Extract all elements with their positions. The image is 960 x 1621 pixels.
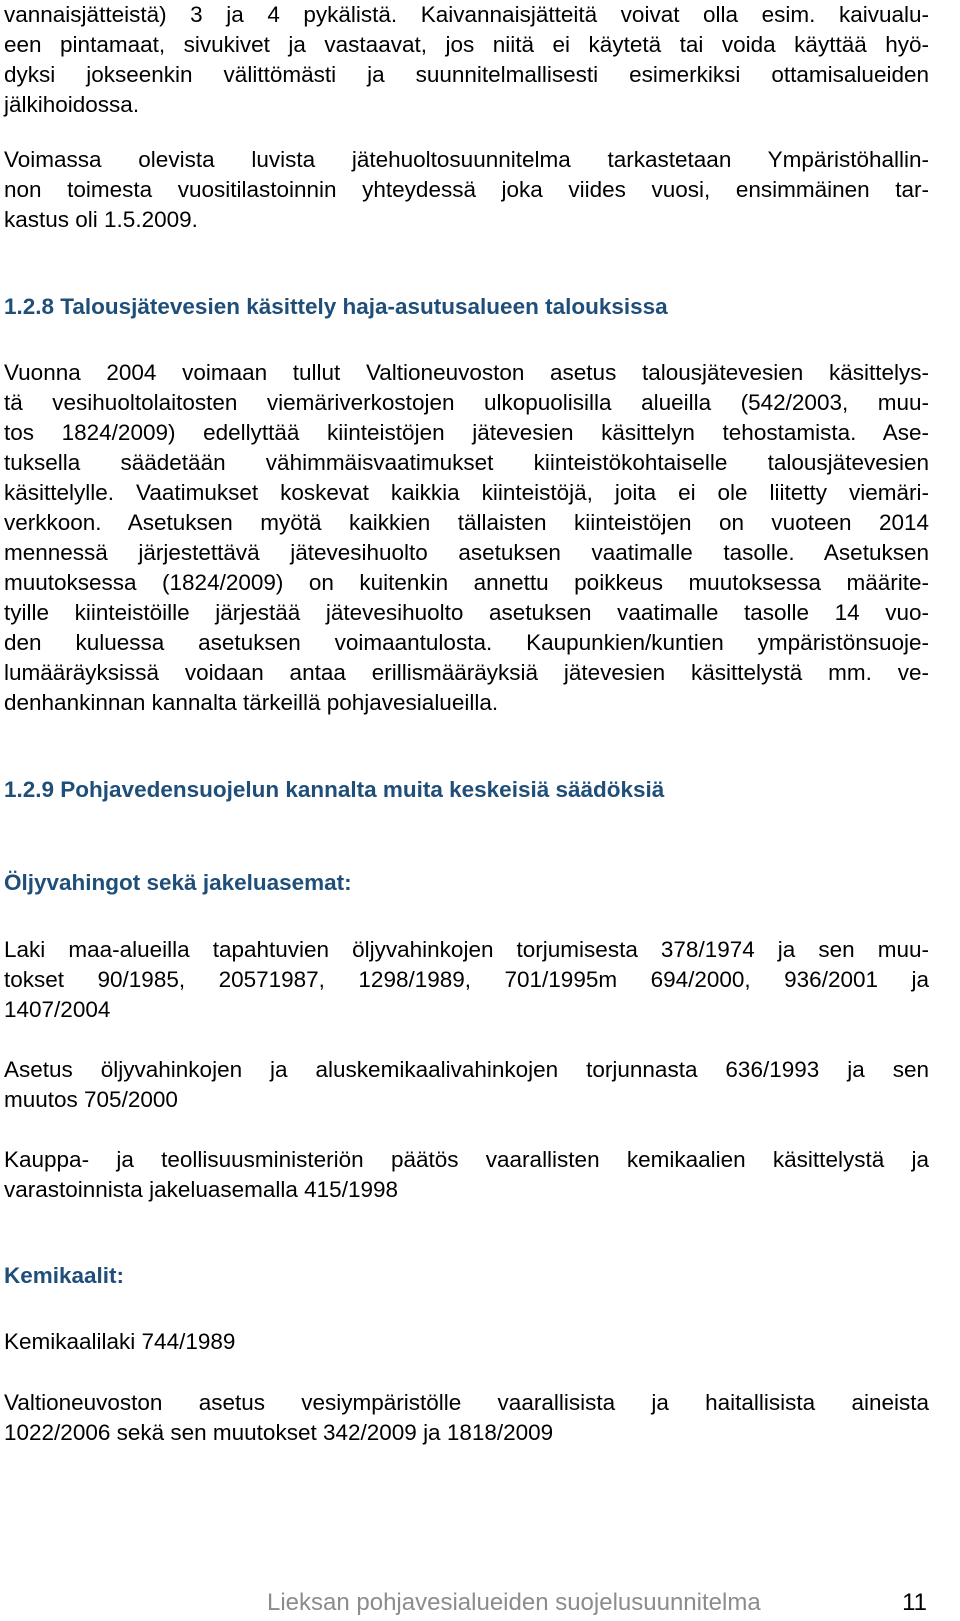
footer-document-title: Lieksan pohjavesialueiden suojelusuunnitelma: [267, 1589, 761, 1616]
section-heading-1-2-8: 1.2.8 Talousjätevesien käsittely haja-asutusalueen talouksissa: [4, 294, 668, 319]
paragraph-line: tä vesihuoltolaitosten viemäriverkostojen ulkopuolisilla alueilla (542/2003, muu-: [4, 390, 929, 415]
paragraph-line: vannaisjätteistä) 3 ja 4 pykälistä. Kaivannaisjätteitä voivat olla esim. kaivualu-: [4, 2, 929, 27]
paragraph-line: lumääräyksissä voidaan antaa erillismääräyksiä jätevesien käsittelystä mm. ve-: [4, 660, 929, 685]
paragraph-line: varastoinnista jakeluasemalla 415/1998: [4, 1177, 399, 1202]
paragraph-line: Kemikaalilaki 744/1989: [4, 1329, 236, 1354]
subheading-oil-damages: Öljyvahingot sekä jakeluasemat:: [4, 870, 352, 895]
paragraph-line: Vuonna 2004 voimaan tullut Valtioneuvoston asetus talousjätevesien käsittelys-: [4, 360, 929, 385]
paragraph-line: denhankinnan kannalta tärkeillä pohjavesialueilla.: [4, 690, 499, 715]
paragraph-line: verkkoon. Asetuksen myötä kaikkien tällaisten kiinteistöjen on vuoteen 2014: [4, 510, 929, 535]
paragraph-line: Laki maa-alueilla tapahtuvien öljyvahinkojen torjumisesta 378/1974 ja sen muu-: [4, 937, 929, 962]
paragraph-line: den kuluessa asetuksen voimaantulosta. Kaupunkien/kuntien ympäristönsuoje-: [4, 630, 929, 655]
section-heading-1-2-9: 1.2.9 Pohjavedensuojelun kannalta muita keskeisiä säädöksiä: [4, 777, 665, 802]
paragraph-line: non toimesta vuositilastoinnin yhteydessä joka viides vuosi, ensimmäinen tar-: [4, 177, 929, 202]
paragraph-line: 1407/2004: [4, 997, 111, 1022]
footer-page-number: 11: [902, 1589, 927, 1616]
paragraph-line: jälkihoidossa.: [4, 92, 140, 117]
paragraph-line: muutoksessa (1824/2009) on kuitenkin annettu poikkeus muutoksessa määrite-: [4, 570, 929, 595]
paragraph-line: muutos 705/2000: [4, 1087, 178, 1112]
paragraph-line: tuksella säädetään vähimmäisvaatimukset kiinteistökohtaiselle talousjätevesien: [4, 450, 929, 475]
paragraph-line: 1022/2006 sekä sen muutokset 342/2009 ja 1818/2009: [4, 1420, 554, 1445]
paragraph-line: Kauppa- ja teollisuusministeriön päätös vaarallisten kemikaalien käsittelystä ja: [4, 1147, 929, 1172]
paragraph-line: tos 1824/2009) edellyttää kiinteistöjen jätevesien käsittelyn tehostamista. Ase-: [4, 420, 929, 445]
paragraph-line: kastus oli 1.5.2009.: [4, 207, 198, 232]
paragraph-line: mennessä järjestettävä jätevesihuolto asetuksen vaatimalle tasolle. Asetuksen: [4, 540, 929, 565]
paragraph-line: een pintamaat, sivukivet ja vastaavat, jos niitä ei käytetä tai voida käyttää hyö-: [4, 32, 929, 57]
paragraph-line: dyksi jokseenkin välittömästi ja suunnitelmallisesti esimerkiksi ottamisalueiden: [4, 62, 929, 87]
paragraph-line: Voimassa olevista luvista jätehuoltosuunnitelma tarkastetaan Ympäristöhallin-: [4, 147, 929, 172]
paragraph-line: tyille kiinteistöille järjestää jätevesihuolto asetuksen vaatimalle tasolle 14 vuo-: [4, 600, 929, 625]
subheading-chemicals: Kemikaalit:: [4, 1263, 125, 1288]
paragraph-line: Valtioneuvoston asetus vesiympäristölle vaarallisista ja haitallisista aineista: [4, 1390, 929, 1415]
paragraph-line: tokset 90/1985, 20571987, 1298/1989, 701/1995m 694/2000, 936/2001 ja: [4, 967, 929, 992]
paragraph-line: käsittelylle. Vaatimukset koskevat kaikkia kiinteistöjä, joita ei ole liitetty viemäri-: [4, 480, 929, 505]
paragraph-line: Asetus öljyvahinkojen ja aluskemikaalivahinkojen torjunnasta 636/1993 ja sen: [4, 1057, 929, 1082]
